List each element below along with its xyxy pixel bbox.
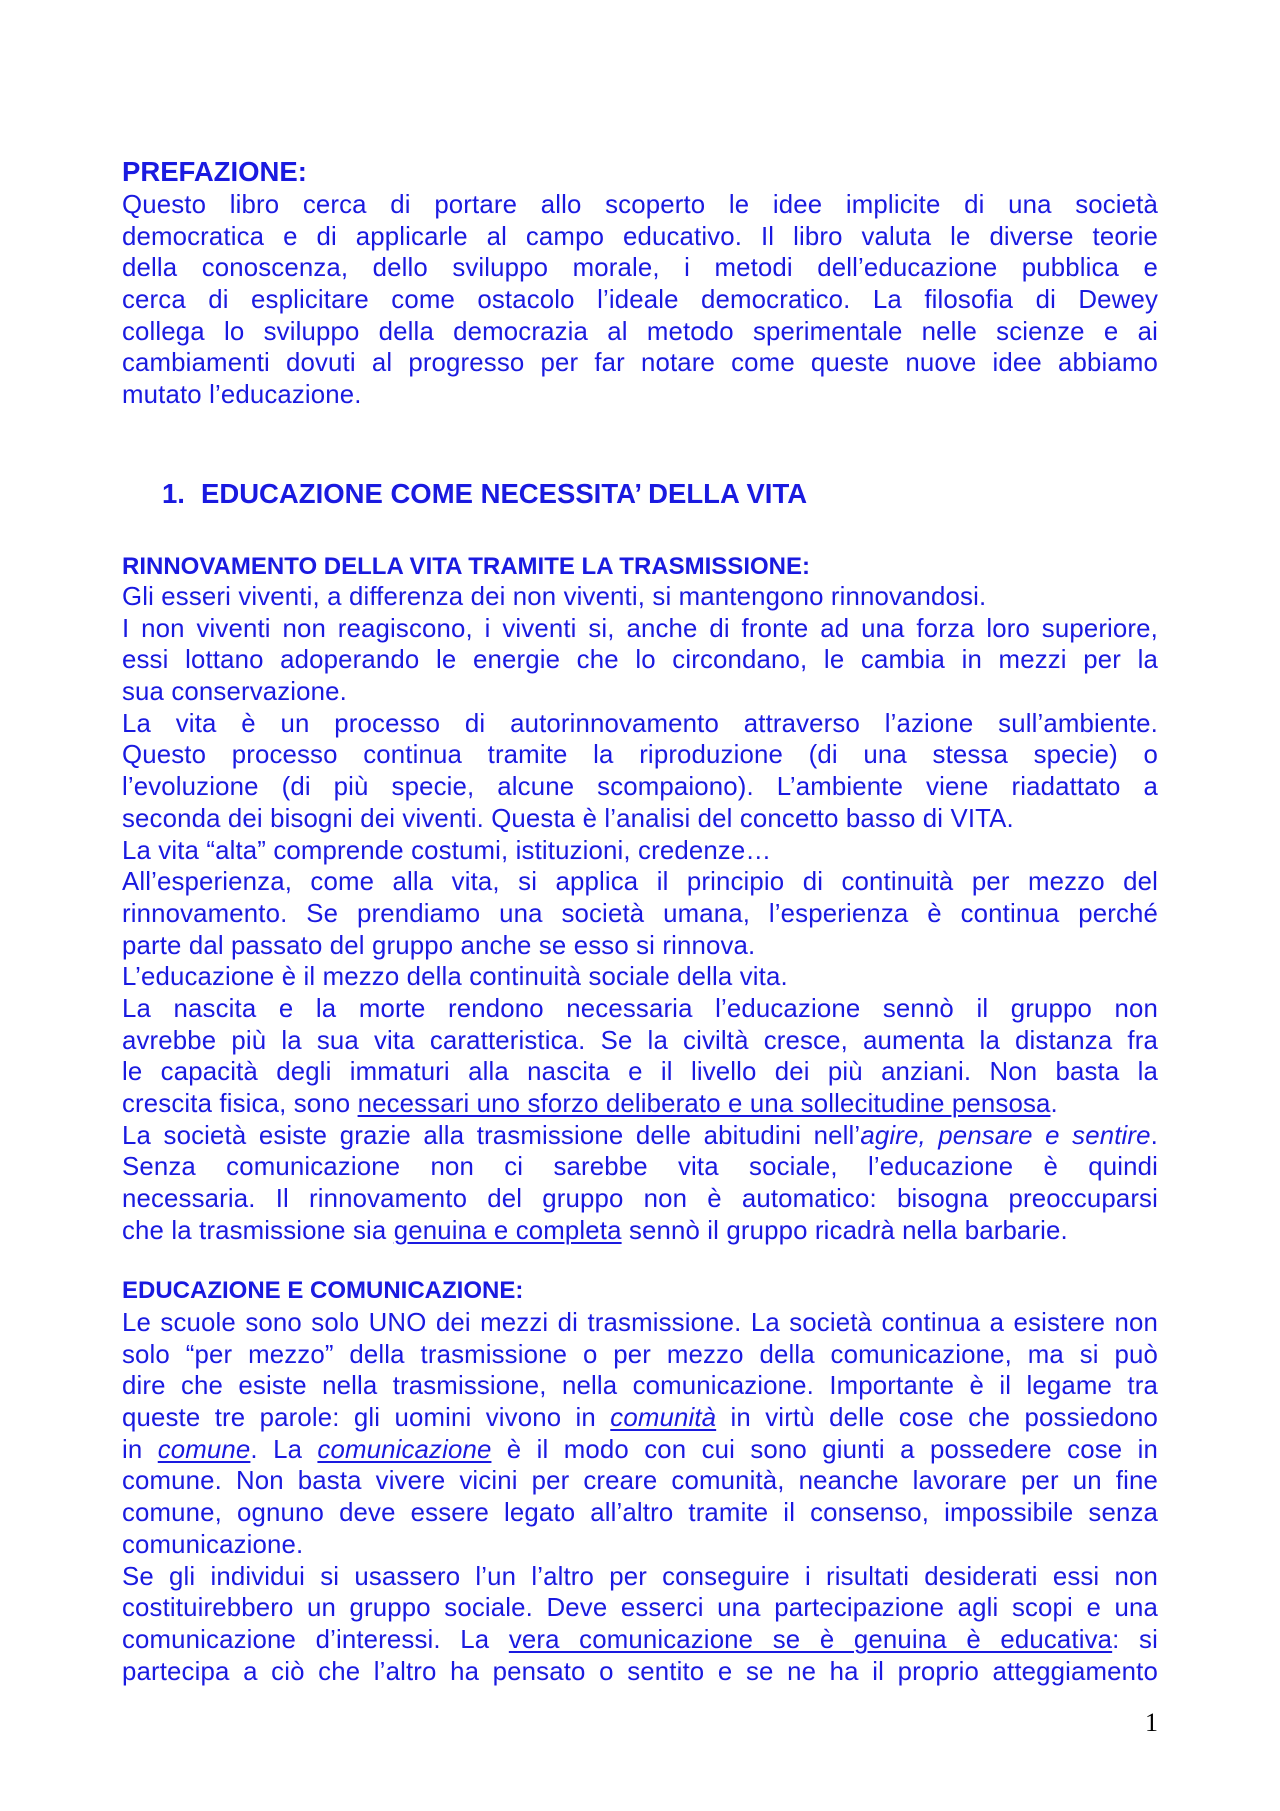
preface-paragraph (122, 190, 1158, 412)
text-segment: che la trasmissione sia (122, 1216, 387, 1245)
text-segment: in (122, 1435, 143, 1464)
text-line (122, 1435, 1158, 1467)
text-segment: : si (1112, 1625, 1158, 1654)
text-line (122, 1089, 1158, 1121)
paragraph (122, 994, 1158, 1121)
text-line (122, 1121, 1158, 1153)
text-line: Le scuole sono solo UNO dei mezzi di trasmissione. La società continua a esistere non (122, 1309, 1158, 1337)
text-line: comune, ognuno deve essere legato all’altro tramite il consenso, impossibile senza (122, 1499, 1158, 1528)
text-line (122, 1403, 1158, 1435)
text-line: All’esperienza, come alla vita, si applica il principio di continuità per mezzo del (122, 868, 1158, 897)
text-line: Questo libro cerca di portare allo scoperto le idee implicite di una società (122, 191, 1158, 219)
text-segment: . (1050, 1090, 1058, 1118)
text-line: mutato l’educazione. (122, 381, 362, 410)
text-line: La nascita e la morte rendono necessaria l’educazione sennò il gruppo non (122, 994, 1158, 1023)
text-line: sua conservazione. (122, 678, 347, 707)
text-line (122, 1625, 1158, 1657)
paragraph (122, 614, 1158, 709)
underlined-text: vera comunicazione se è genuina è educativa (508, 1625, 1113, 1654)
text-line: cerca di esplicitare come ostacolo l’ideale democratico. La filosofia di Dewey (122, 286, 1158, 315)
text-line: necessaria. Il rinnovamento del gruppo non è automatico: bisogna preoccuparsi (122, 1185, 1158, 1214)
text-line: Senza comunicazione non ci sarebbe vita sociale, l’educazione è quindi (122, 1153, 1158, 1182)
text-line: partecipa a ciò che l’altro ha pensato o sentito e se ne ha il proprio atteggiamento (122, 1657, 1158, 1686)
chapter-title: EDUCAZIONE COME NECESSITA’ DELLA VITA (201, 478, 808, 509)
text-line: essi lottano adoperando le energie che lo circondano, le cambia in mezzi per la (122, 646, 1158, 675)
section-heading-text: EDUCAZIONE E COMUNICAZIONE: (122, 1277, 524, 1304)
text-line: l’evoluzione (di più specie, alcune scompaiono). L’ambiente viene riadattato a (122, 773, 1158, 802)
text-line: collega lo sviluppo della democrazia al metodo sperimentale nelle scienze e ai (122, 317, 1158, 346)
paragraph (122, 582, 1158, 614)
text-line: solo “per mezzo” della trasmissione o per mezzo della comunicazione, ma si può (122, 1340, 1158, 1369)
paragraph (122, 1308, 1158, 1562)
text-segment: è il modo con cui sono giunti a possedere cose in (506, 1435, 1158, 1464)
underlined-text: necessari uno sforzo deliberato e una sollecitudine pensosa (357, 1090, 1051, 1118)
section-body (122, 582, 1158, 1247)
text-segment: queste tre parole: gli uomini vivono in (122, 1404, 596, 1433)
section-heading-text: RINNOVAMENTO DELLA VITA TRAMITE LA TRASMISSIONE: (122, 553, 810, 580)
section-heading (122, 551, 1158, 583)
chapter-heading (162, 478, 807, 510)
text-line: Questo processo continua tramite la riproduzione (di una stessa specie) o (122, 741, 1158, 770)
chapter-number: 1. (162, 478, 185, 509)
italic-underlined-text: comunicazione (317, 1435, 492, 1464)
text-line: rinnovamento. Se prendiamo una società umana, l’esperienza è continua perché (122, 899, 1158, 928)
text-line: seconda dei bisogni dei viventi. Questa è l’analisi del concetto basso di VITA. (122, 804, 1014, 833)
text-segment: sennò il gruppo ricadrà nella barbarie. (628, 1216, 1068, 1245)
text-line: democratica e di applicarle al campo educativo. Il libro valuta le diverse teorie (122, 222, 1158, 251)
page-number: 1 (1145, 1708, 1158, 1737)
text-segment: . (1150, 1121, 1158, 1150)
section-heading (122, 1275, 1158, 1307)
italic-text: agire, pensare e sentire (860, 1121, 1151, 1150)
text-line: cambiamenti dovuti al progresso per far notare come queste nuove idee abbiamo (122, 349, 1158, 378)
text-line: La vita è un processo di autorinnovamento attraverso l’azione sull’ambiente. (122, 709, 1158, 738)
italic-underlined-text: comune (157, 1435, 251, 1464)
text-segment: La società esiste grazie alla trasmissione delle abitudini nell’ (122, 1121, 861, 1150)
paragraph (122, 1121, 1158, 1248)
text-line: La vita “alta” comprende costumi, istituzioni, credenze… (122, 836, 772, 865)
text-segment: comunicazione d’interessi. La (122, 1625, 490, 1654)
paragraph (122, 709, 1158, 836)
text-line: le capacità degli immaturi alla nascita e il livello dei più anziani. Non basta la (122, 1058, 1158, 1087)
text-line: Gli esseri viventi, a differenza dei non viventi, si mantengono rinnovandosi. (122, 583, 987, 611)
italic-underlined-text: comunità (610, 1404, 717, 1433)
text-line: parte dal passato del gruppo anche se esso si rinnova. (122, 931, 756, 960)
paragraph (122, 836, 1158, 868)
text-line: costituirebbero un gruppo sociale. Deve esserci una partecipazione agli scopi e una (122, 1594, 1158, 1623)
text-line: dire che esiste nella trasmissione, nella comunicazione. Importante è il legame tra (122, 1372, 1158, 1401)
paragraph (122, 867, 1158, 962)
text-segment: . La (250, 1435, 303, 1464)
text-line: della conoscenza, dello sviluppo morale, i metodi dell’educazione pubblica e (122, 254, 1158, 283)
underlined-text: genuina e completa (393, 1216, 622, 1245)
text-line: I non viventi non reagiscono, i viventi si, anche di fronte ad una forza loro superiore, (122, 614, 1158, 643)
text-line: avrebbe più la sua vita caratteristica. Se la civiltà cresce, aumenta la distanza fra (122, 1026, 1158, 1055)
text-line (122, 1216, 1158, 1248)
text-line: comunicazione. (122, 1530, 304, 1559)
preface-heading: PREFAZIONE: (122, 156, 307, 187)
text-line: comune. Non basta vivere vicini per creare comunità, neanche lavorare per un fine (122, 1467, 1158, 1496)
paragraph (122, 962, 1158, 994)
text-segment: in virtù delle cose che possiedono (730, 1404, 1158, 1433)
text-line: Se gli individui si usassero l’un l’altro per conseguire i risultati desiderati essi non (122, 1562, 1158, 1591)
paragraph (122, 1562, 1158, 1689)
text-line: L’educazione è il mezzo della continuità sociale della vita. (122, 963, 788, 992)
text-segment: crescita fisica, sono (122, 1090, 351, 1118)
section-body (122, 1308, 1158, 1688)
